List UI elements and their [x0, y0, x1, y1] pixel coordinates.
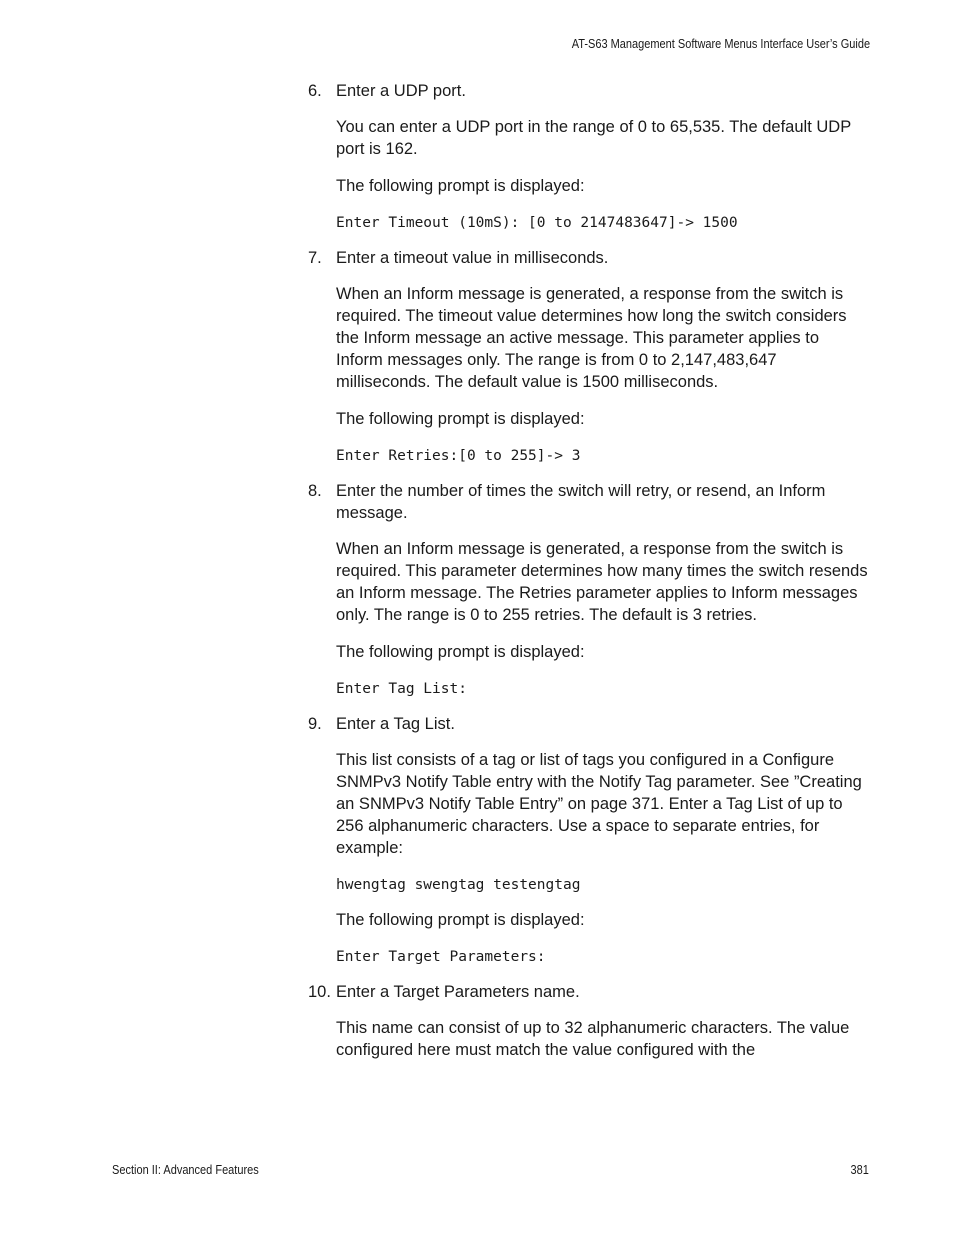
step-number: 9. — [308, 715, 322, 733]
step-number: 6. — [308, 82, 322, 100]
code-prompt: Enter Timeout (10mS): [0 to 2147483647]-> 1500 — [336, 215, 738, 231]
body-paragraph: The following prompt is displayed: — [336, 643, 585, 661]
step-item — [308, 981, 868, 1003]
code-prompt: Enter Target Parameters: — [336, 949, 546, 965]
step-text: Enter the number of times the switch will retry, or resend, an Inform message. — [336, 482, 826, 522]
body-paragraph: The following prompt is displayed: — [336, 177, 585, 195]
page-body — [308, 80, 868, 1076]
step-item — [308, 480, 868, 524]
code-prompt: hwengtag swengtag testengtag — [336, 877, 581, 893]
body-paragraph: You can enter a UDP port in the range of 0 to 65,535. The default UDP port is 162. — [336, 118, 851, 158]
step-text: Enter a timeout value in milliseconds. — [336, 249, 609, 267]
step-item — [308, 80, 868, 102]
body-paragraph: This list consists of a tag or list of tags you configured in a Configure SNMPv3 Notify Table entry with the Notify Tag parameter. See ”Creating an SNMPv3 Notify Table Entry” on page 371. Enter a Tag List of up to 256 alphanumeric characters. Use a space to separate entries, for example: — [336, 751, 862, 857]
body-paragraph: When an Inform message is generated, a response from the switch is required. This parameter determines how many times the switch resends an Inform message. The Retries parameter applies to Inform messages only. The range is 0 to 255 retries. The default is 3 retries. — [336, 540, 868, 624]
footer-section: Section II: Advanced Features — [112, 1163, 259, 1177]
step-number: 7. — [308, 249, 322, 267]
body-paragraph: When an Inform message is generated, a response from the switch is required. The timeout value determines how long the switch considers the Inform message an active message. This parameter applies to Inform messages only. The range is from 0 to 2,147,483,647 milliseconds. The default value is 1500 milliseconds. — [336, 285, 847, 391]
step-number: 8. — [308, 482, 322, 500]
body-paragraph: The following prompt is displayed: — [336, 410, 585, 428]
running-header: AT-S63 Management Software Menus Interface User’s Guide — [571, 37, 870, 51]
step-item — [308, 247, 868, 269]
step-text: Enter a UDP port. — [336, 82, 466, 100]
code-prompt: Enter Tag List: — [336, 681, 467, 697]
step-text: Enter a Tag List. — [336, 715, 455, 733]
step-item — [308, 713, 868, 735]
page-number: 381 — [850, 1163, 869, 1177]
body-paragraph: This name can consist of up to 32 alphanumeric characters. The value configured here must match the value configured with the — [336, 1019, 850, 1059]
code-prompt: Enter Retries:[0 to 255]-> 3 — [336, 448, 581, 464]
step-text: Enter a Target Parameters name. — [336, 983, 580, 1001]
body-paragraph: The following prompt is displayed: — [336, 911, 585, 929]
step-number: 10. — [308, 983, 331, 1001]
